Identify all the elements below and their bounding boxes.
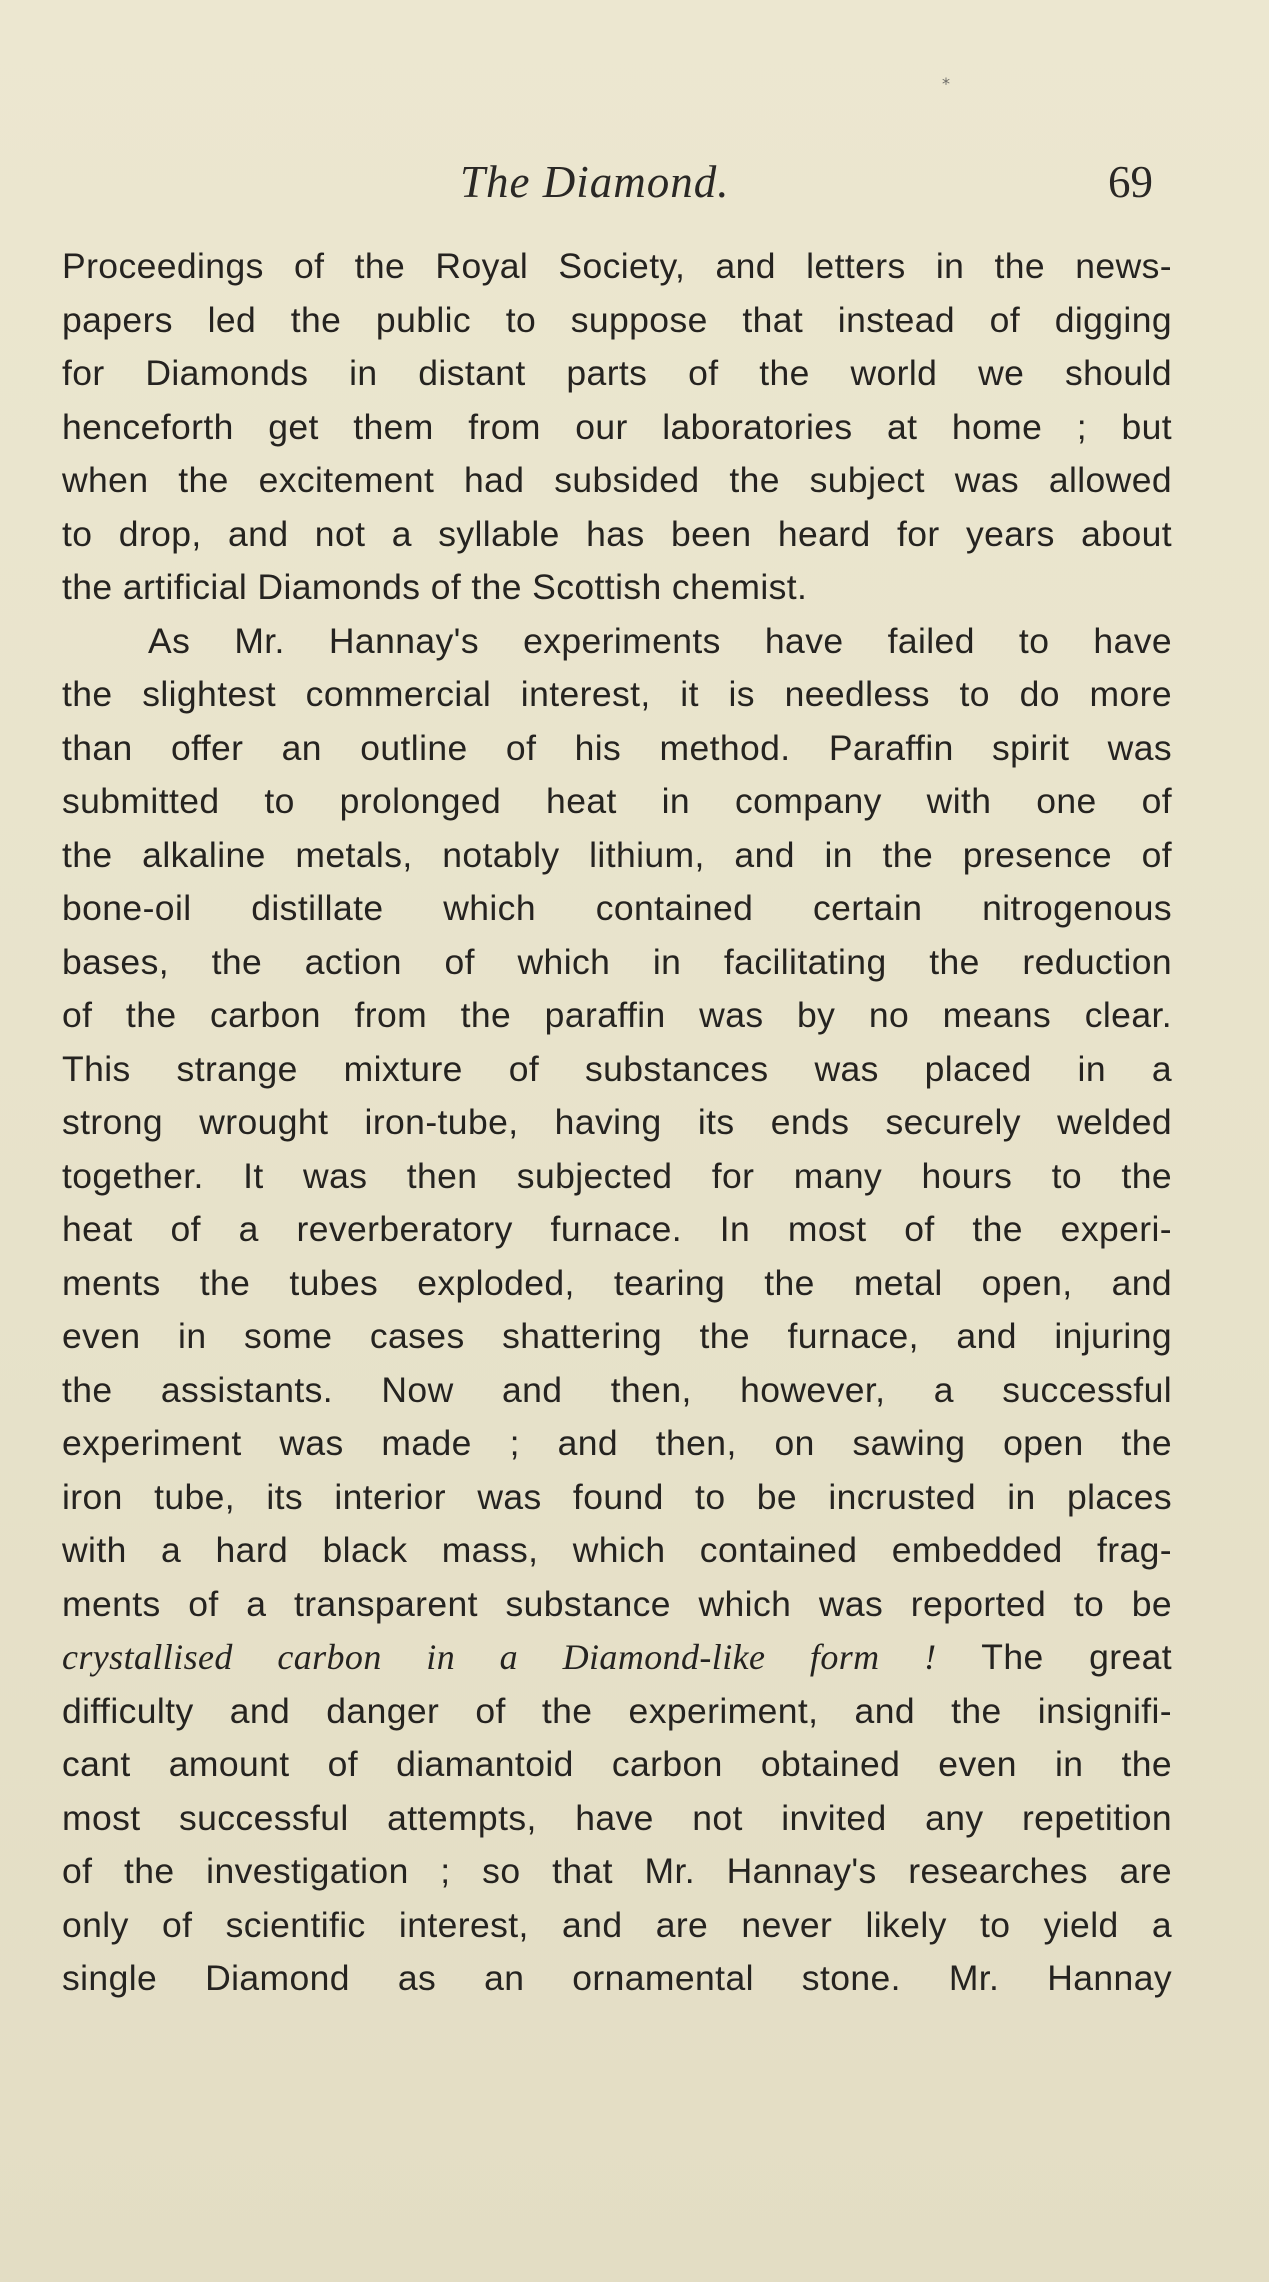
page-number: 69 (1108, 157, 1153, 207)
text-line: the alkaline metals, notably lithium, and in the presence of (62, 834, 1172, 875)
text-line: As Mr. Hannay's experiments have failed to have (148, 620, 1172, 661)
text-line: bone-oil distillate which contained certain nitrogenous (62, 888, 1172, 928)
running-header (0, 156, 1269, 216)
body-text (62, 240, 1172, 2006)
text-line: for Diamonds in distant parts of the world we should (62, 353, 1172, 393)
text-line: of the investigation ; so that Mr. Hannay's researches are (62, 1851, 1172, 1891)
text-line: ments of a transparent substance which was reported to be (62, 1583, 1172, 1624)
text-line: single Diamond as an ornamental stone. Mr. Hannay (62, 1958, 1172, 1998)
text-line: difficulty and danger of the experiment, and the insignifi- (62, 1690, 1172, 1731)
text-line: of the carbon from the paraffin was by no means clear. (62, 995, 1172, 1035)
text-line: together. It was then subjected for many hours to the (62, 1155, 1172, 1196)
text-line: henceforth get them from our laboratories at home ; but (62, 406, 1172, 447)
running-title: The Diamond. (460, 157, 730, 207)
text-line-italic-phrase (62, 1631, 1172, 1685)
text-line: Proceedings of the Royal Society, and letters in the news- (62, 246, 1172, 286)
text-line: even in some cases shattering the furnace, and injuring (62, 1316, 1172, 1356)
text-line: the slightest commercial interest, it is needless to do more (62, 674, 1172, 714)
text-line: cant amount of diamantoid carbon obtained even in the (62, 1744, 1172, 1784)
text-line: than offer an outline of his method. Paraffin spirit was (62, 727, 1172, 768)
text-line: only of scientific interest, and are never likely to yield a (62, 1904, 1172, 1945)
corner-mark: * (942, 74, 950, 93)
text-line: experiment was made ; and then, on sawing open the (62, 1423, 1172, 1463)
line-remainder: The great (936, 1637, 1172, 1677)
text-line: ments the tubes exploded, tearing the metal open, and (62, 1262, 1172, 1303)
text-line: the artificial Diamonds of the Scottish chemist. (62, 567, 808, 607)
text-line: submitted to prolonged heat in company with one of (62, 781, 1172, 821)
text-line: papers led the public to suppose that instead of digging (62, 299, 1172, 340)
text-line: strong wrought iron-tube, having its ends securely welded (62, 1102, 1172, 1142)
text-line: heat of a reverberatory furnace. In most of the experi- (62, 1209, 1172, 1249)
text-line: with a hard black mass, which contained embedded frag- (62, 1530, 1172, 1570)
text-line: to drop, and not a syllable has been heard for years about (62, 513, 1172, 554)
italic-phrase: crystallised carbon in a Diamond-like form ! (62, 1637, 937, 1677)
text-line: the assistants. Now and then, however, a successful (62, 1369, 1172, 1410)
text-line: bases, the action of which in facilitating the reduction (62, 941, 1172, 982)
text-line: when the excitement had subsided the subject was allowed (62, 460, 1172, 500)
text-line: most successful attempts, have not invited any repetition (62, 1797, 1172, 1838)
text-line: This strange mixture of substances was placed in a (62, 1048, 1172, 1089)
text-line: iron tube, its interior was found to be incrusted in places (62, 1476, 1172, 1517)
